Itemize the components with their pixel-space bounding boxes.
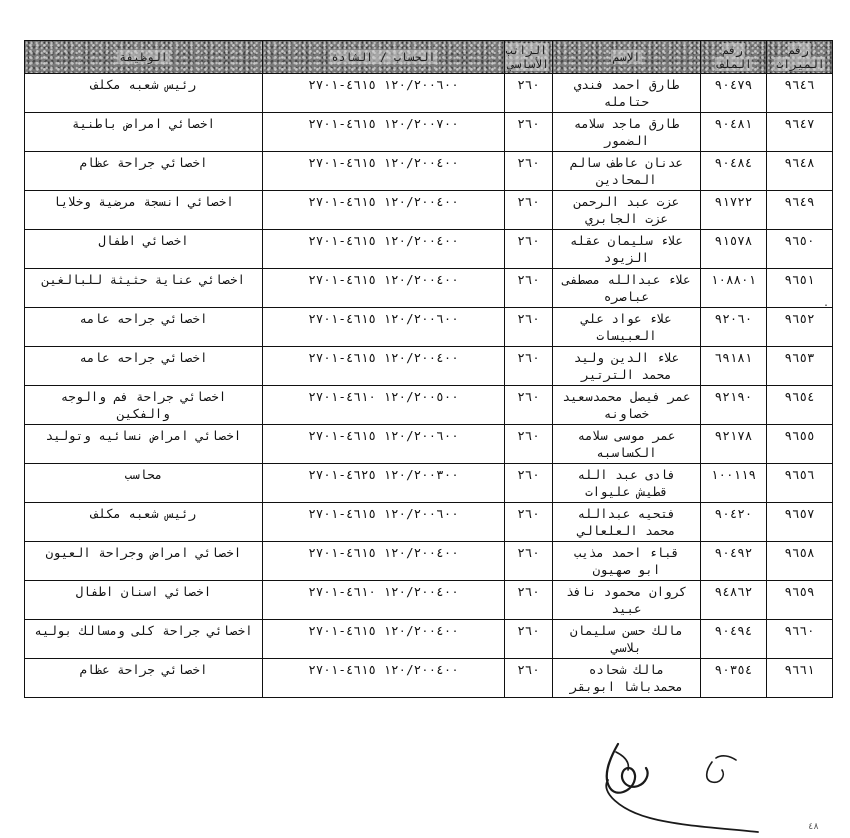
cell-seq: ٩٦٥٤ xyxy=(767,386,833,425)
cell-seq: ٩٦٥٧ xyxy=(767,503,833,542)
cell-salary: ٢٦٠ xyxy=(505,386,553,425)
cell-account: ١٢٠/٢٠٠٤٠٠ ٤٦١٥-٢٧٠١ xyxy=(263,347,505,386)
cell-account: ١٢٠/٢٠٠٤٠٠ ٤٦١٥-٢٧٠١ xyxy=(263,620,505,659)
page-stamp: ٤٨ xyxy=(808,822,819,832)
cell-job: رئيس شعبه مكلف xyxy=(25,503,263,542)
cell-account: ١٢٠/٢٠٠٤٠٠ ٤٦١٥-٢٧٠١ xyxy=(263,542,505,581)
cell-account: ١٢٠/٢٠٠٤٠٠ ٤٦١٥-٢٧٠١ xyxy=(263,191,505,230)
header-account-label: الحساب / الشادة xyxy=(331,50,436,64)
cell-file: ٩٠٤٩٢ xyxy=(701,542,767,581)
cell-seq: ٩٦٤٨ xyxy=(767,152,833,191)
table-row xyxy=(25,620,833,659)
cell-name: علاء عبدالله مصطفى عباصره xyxy=(553,269,701,308)
cell-salary: ٢٦٠ xyxy=(505,581,553,620)
cell-job: اخصائي اسنان اطفال xyxy=(25,581,263,620)
cell-job: اخصائي عناية حثيثة للبالغين xyxy=(25,269,263,308)
cell-job: اخصائي امراض باطنية xyxy=(25,113,263,152)
table-row xyxy=(25,152,833,191)
cell-name: مالك شحاده محمدباشا ابوبقر xyxy=(553,659,701,698)
cell-salary: ٢٦٠ xyxy=(505,503,553,542)
cell-account: ١٢٠/٢٠٠٣٠٠ ٤٦٢٥-٢٧٠١ xyxy=(263,464,505,503)
cell-name: فادى عبد الله قطيش عليوات xyxy=(553,464,701,503)
cell-name: عمر موسى سلامه الكساسبه xyxy=(553,425,701,464)
cell-job: اخصائي انسجة مرضية وخلايا xyxy=(25,191,263,230)
table-row xyxy=(25,230,833,269)
cell-seq: ٩٦٦١ xyxy=(767,659,833,698)
cell-name: طارق ماجد سلامه الضمور xyxy=(553,113,701,152)
cell-file: ٩٤٨٦٢ xyxy=(701,581,767,620)
table-row xyxy=(25,269,833,308)
cell-seq: ٩٦٤٩ xyxy=(767,191,833,230)
cell-seq: ٩٦٥٥ xyxy=(767,425,833,464)
cell-name: عدنان عاطف سالم المحادين xyxy=(553,152,701,191)
cell-seq: ٩٦٦٠ xyxy=(767,620,833,659)
header-name-label: الإسم xyxy=(612,50,641,64)
cell-salary: ٢٦٠ xyxy=(505,659,553,698)
cell-account: ١٢٠/٢٠٠٦٠٠ ٤٦١٥-٢٧٠١ xyxy=(263,503,505,542)
cell-account: ١٢٠/٢٠٠٦٠٠ ٤٦١٥-٢٧٠١ xyxy=(263,425,505,464)
cell-account: ١٢٠/٢٠٠٤٠٠ ٤٦١٥-٢٧٠١ xyxy=(263,230,505,269)
cell-salary: ٢٦٠ xyxy=(505,620,553,659)
table-row xyxy=(25,113,833,152)
cell-account: ١٢٠/٢٠٠٤٠٠ ٤٦١٥-٢٧٠١ xyxy=(263,269,505,308)
cell-seq: ٩٦٤٧ xyxy=(767,113,833,152)
cell-name: كروان محمود نافذ عبيد xyxy=(553,581,701,620)
table-row xyxy=(25,347,833,386)
cell-file: ٩٠٣٥٤ xyxy=(701,659,767,698)
table-row xyxy=(25,581,833,620)
cell-name: علاء الدين وليد محمد الترتير xyxy=(553,347,701,386)
cell-file: ١٠٠١١٩ xyxy=(701,464,767,503)
cell-account: ١٢٠/٢٠٠٦٠٠ ٤٦١٥-٢٧٠١ xyxy=(263,308,505,347)
cell-name: علاء عواد علي العبيسات xyxy=(553,308,701,347)
cell-salary: ٢٦٠ xyxy=(505,113,553,152)
cell-salary: ٢٦٠ xyxy=(505,425,553,464)
cell-job: اخصائي جراحه عامه xyxy=(25,308,263,347)
cell-account: ١٢٠/٢٠٠٤٠٠ ٤٦١٠-٢٧٠١ xyxy=(263,581,505,620)
cell-job: اخصائي جراحة عظام xyxy=(25,659,263,698)
table-header-row xyxy=(25,41,833,74)
cell-salary: ٢٦٠ xyxy=(505,542,553,581)
cell-seq: ٩٦٥٦ xyxy=(767,464,833,503)
cell-salary: ٢٦٠ xyxy=(505,269,553,308)
cell-salary: ٢٦٠ xyxy=(505,308,553,347)
cell-file: ٩٢٠٦٠ xyxy=(701,308,767,347)
cell-job: اخصائي امراض وجراحة العيون xyxy=(25,542,263,581)
cell-seq: ٩٦٥٩ xyxy=(767,581,833,620)
cell-salary: ٢٦٠ xyxy=(505,74,553,113)
header-file xyxy=(701,41,767,74)
cell-seq: ٩٦٥٢ xyxy=(767,308,833,347)
cell-file: ٩٠٤٧٩ xyxy=(701,74,767,113)
header-seq xyxy=(767,41,833,74)
table-row xyxy=(25,386,833,425)
cell-file: ٩٢١٧٨ xyxy=(701,425,767,464)
cell-file: ٩٠٤٨٤ xyxy=(701,152,767,191)
cell-file: ٩٠٤٢٠ xyxy=(701,503,767,542)
handwritten-signature xyxy=(580,740,760,838)
cell-file: ٦٩١٨١ xyxy=(701,347,767,386)
table-row xyxy=(25,308,833,347)
cell-name: علاء سليمان عقله الزيود xyxy=(553,230,701,269)
header-file-label: رقم الملف xyxy=(717,43,752,71)
cell-name: عمر فيصل محمدسعيد خصاونه xyxy=(553,386,701,425)
table-row xyxy=(25,425,833,464)
cell-seq: ٩٦٥٠ xyxy=(767,230,833,269)
cell-job: اخصائي اطفال xyxy=(25,230,263,269)
header-salary xyxy=(505,41,553,74)
header-job-label: الوظيفة xyxy=(119,50,168,64)
cell-job: اخصائي امراض نسائيه وتوليد xyxy=(25,425,263,464)
header-job xyxy=(25,41,263,74)
employee-table xyxy=(24,40,833,698)
table-row xyxy=(25,74,833,113)
header-seq-label: رقم الميراث xyxy=(776,43,825,71)
cell-salary: ٢٦٠ xyxy=(505,152,553,191)
cell-account: ١٢٠/٢٠٠٤٠٠ ٤٦١٥-٢٧٠١ xyxy=(263,152,505,191)
cell-salary: ٢٦٠ xyxy=(505,464,553,503)
table-row xyxy=(25,503,833,542)
cell-seq: ٩٦٥١ xyxy=(767,269,833,308)
stray-dot: . xyxy=(823,298,830,309)
cell-job: اخصائي جراحة فم والوجه والفكين xyxy=(25,386,263,425)
cell-name: عزت عبد الرحمن عزت الجابري xyxy=(553,191,701,230)
table-row xyxy=(25,542,833,581)
cell-seq: ٩٦٥٨ xyxy=(767,542,833,581)
cell-seq: ٩٦٤٦ xyxy=(767,74,833,113)
cell-job: اخصائي جراحة كلى ومسالك بوليه xyxy=(25,620,263,659)
cell-file: ٩١٧٢٢ xyxy=(701,191,767,230)
header-name xyxy=(553,41,701,74)
cell-name: طارق احمد فندي حتامله xyxy=(553,74,701,113)
header-salary-label: الراتب الأساسي xyxy=(505,43,549,71)
cell-job: اخصائي جراحة عظام xyxy=(25,152,263,191)
header-account xyxy=(263,41,505,74)
cell-account: ١٢٠/٢٠٠٦٠٠ ٤٦١٥-٢٧٠١ xyxy=(263,74,505,113)
cell-account: ١٢٠/٢٠٠٥٠٠ ٤٦١٠-٢٧٠١ xyxy=(263,386,505,425)
cell-file: ٩١٥٧٨ xyxy=(701,230,767,269)
cell-seq: ٩٦٥٣ xyxy=(767,347,833,386)
cell-file: ٩٢١٩٠ xyxy=(701,386,767,425)
cell-account: ١٢٠/٢٠٠٧٠٠ ٤٦١٥-٢٧٠١ xyxy=(263,113,505,152)
cell-file: ٩٠٤٩٤ xyxy=(701,620,767,659)
cell-name: فتحيه عبدالله محمد العلعالي xyxy=(553,503,701,542)
cell-salary: ٢٦٠ xyxy=(505,347,553,386)
table-row xyxy=(25,659,833,698)
cell-account: ١٢٠/٢٠٠٤٠٠ ٤٦١٥-٢٧٠١ xyxy=(263,659,505,698)
cell-job: اخصائي جراحه عامه xyxy=(25,347,263,386)
cell-file: ١٠٨٨٠١ xyxy=(701,269,767,308)
cell-file: ٩٠٤٨١ xyxy=(701,113,767,152)
table-row xyxy=(25,191,833,230)
cell-job: رئيس شعبه مكلف xyxy=(25,74,263,113)
cell-name: مالك حسن سليمان بلاسي xyxy=(553,620,701,659)
cell-salary: ٢٦٠ xyxy=(505,191,553,230)
cell-name: قباء احمد مذيب ابو صهيون xyxy=(553,542,701,581)
cell-salary: ٢٦٠ xyxy=(505,230,553,269)
table-row xyxy=(25,464,833,503)
cell-job: محاسب xyxy=(25,464,263,503)
